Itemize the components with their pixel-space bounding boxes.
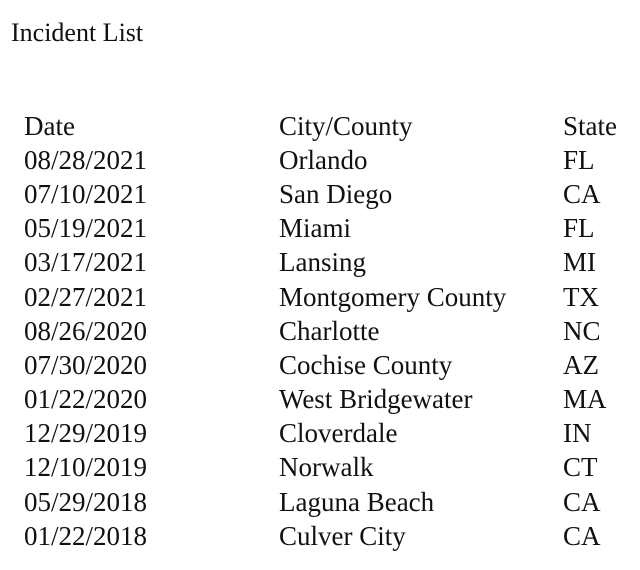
cell-date: 08/26/2020 [24,315,148,346]
cell-city: West Bridgewater [279,384,473,415]
table-row [24,383,636,417]
table-row [24,485,636,519]
table-row [24,519,636,553]
table-row [24,212,636,246]
table-row [24,246,636,280]
cell-city: Lansing [279,247,366,278]
cell-state: AZ [563,349,599,380]
cell-state: FL [563,213,595,244]
cell-date: 03/17/2021 [24,247,148,278]
cell-date: 05/29/2018 [24,486,148,517]
cell-date: 12/10/2019 [24,452,148,483]
cell-state: CT [563,452,598,483]
table-row [24,314,636,348]
page-title: Incident List [11,18,144,47]
cell-city: Orlando [279,144,368,175]
cell-date: 07/10/2021 [24,178,148,209]
cell-city: Charlotte [279,315,380,346]
cell-state: NC [563,315,601,346]
cell-state: MA [563,384,607,415]
table-row [24,280,636,314]
cell-date: 08/28/2021 [24,144,148,175]
cell-date: 01/22/2020 [24,384,148,415]
incident-table [24,109,636,553]
cell-state: CA [563,178,601,209]
table-row [24,143,636,177]
cell-state: IN [563,418,592,449]
cell-city: Laguna Beach [279,486,435,517]
cell-city: Culver City [279,520,406,551]
column-header-state: State [563,110,617,141]
cell-state: TX [563,281,599,312]
cell-state: FL [563,144,595,175]
cell-city: Miami [279,213,351,244]
cell-city: San Diego [279,178,393,209]
table-row [24,417,636,451]
cell-city: Cochise County [279,349,453,380]
table-row [24,451,636,485]
cell-date: 01/22/2018 [24,520,148,551]
cell-city: Cloverdale [279,418,398,449]
table-header-row [24,109,636,143]
cell-city: Montgomery County [279,281,507,312]
cell-city: Norwalk [279,452,374,483]
cell-date: 12/29/2019 [24,418,148,449]
table-row [24,177,636,211]
cell-state: CA [563,486,601,517]
cell-state: MI [563,247,596,278]
cell-date: 05/19/2021 [24,213,148,244]
cell-date: 07/30/2020 [24,349,148,380]
cell-state: CA [563,520,601,551]
column-header-city: City/County [279,110,413,141]
column-header-date: Date [24,110,75,141]
table-body [24,143,636,553]
table-row [24,348,636,382]
cell-date: 02/27/2021 [24,281,148,312]
